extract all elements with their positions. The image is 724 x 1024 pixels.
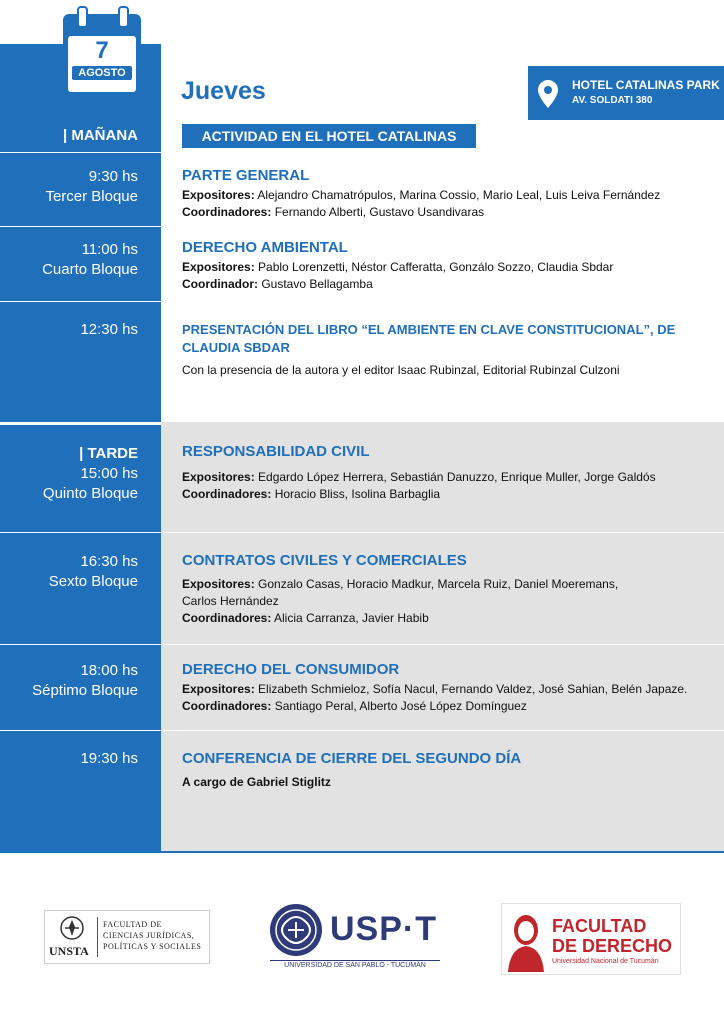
time-text: 16:30 hs: [80, 553, 138, 570]
speakers-line: Expositores: Alejandro Chamatrópulos, Marina Cossio, Mario Leal, Luis Leiva Fernández: [182, 188, 661, 202]
time-text: 9:30 hs: [88, 168, 138, 185]
unsta-logo: [44, 910, 210, 964]
session-block: [182, 167, 702, 221]
usp-name: USP·T: [330, 910, 437, 948]
divider: [0, 301, 161, 302]
calendar-ring: [118, 6, 129, 28]
calendar-month: AGOSTO: [72, 66, 132, 80]
session-title: PRESENTACIÓN DEL LIBRO “EL AMBIENTE EN CLAVE CONSTITUCIONAL”, DE CLAUDIA SBDAR: [182, 322, 676, 355]
fd-title-2: DE DERECHO: [552, 936, 673, 956]
location-box: [528, 66, 724, 120]
block-label: Tercer Bloque: [45, 188, 138, 205]
time-text: 19:30 hs: [80, 750, 138, 767]
block-label: Cuarto Bloque: [42, 261, 138, 278]
unsta-short: UNSTA: [49, 944, 89, 958]
session-block: [182, 443, 702, 503]
session-block: [182, 239, 702, 293]
block-time: [32, 661, 138, 701]
calendar-ring: [77, 6, 88, 28]
fd-title-1: FACULTAD: [552, 916, 647, 936]
time-text: 12:30 hs: [80, 321, 138, 338]
block-label: Quinto Bloque: [42, 485, 138, 502]
block-label: Sexto Bloque: [48, 573, 138, 590]
time-text: 18:00 hs: [80, 662, 138, 679]
location-address: AV. SOLDATI 380: [572, 95, 653, 106]
divider: [0, 644, 724, 645]
divider: [0, 152, 161, 153]
speakers-line: Expositores: Elizabeth Schmieloz, Sofía Nacul, Fernando Valdez, José Sahian, Belén Japaze.: [182, 682, 688, 696]
session-title: PARTE GENERAL: [182, 167, 310, 184]
footer-divider: [0, 851, 724, 853]
block-time: [80, 749, 138, 769]
speakers-line: Expositores: Gonzalo Casas, Horacio Madkur, Marcela Ruiz, Daniel Moeremans, Carlos Hernández: [182, 577, 619, 608]
session-text: Con la presencia de la autora y el editor Isaac Rubinzal, Editorial Rubinzal Culzoni: [182, 363, 620, 377]
time-text: 11:00 hs: [81, 241, 138, 258]
usp-subtitle: UNIVERSIDAD DE SAN PABLO - TUCUMÁN: [270, 960, 440, 969]
block-time: [49, 552, 138, 592]
unsta-divider: [97, 917, 98, 957]
fd-subtitle: Universidad Nacional de Tucumán: [552, 958, 659, 965]
session-title: CONFERENCIA DE CIERRE DEL SEGUNDO DÍA: [182, 750, 522, 767]
section-afternoon: | TARDE: [79, 445, 138, 462]
divider: [0, 422, 161, 425]
coordinators-line: Coordinadores: Alicia Carranza, Javier Habib: [182, 611, 429, 625]
block-time: [45, 167, 138, 207]
coordinators-line: Coordinadores: Santiago Peral, Alberto José López Domínguez: [182, 699, 527, 713]
calendar-face: [68, 36, 136, 92]
location-name: HOTEL CATALINAS PARK: [572, 78, 720, 92]
session-block: [182, 750, 702, 791]
calendar-day: 7: [95, 37, 109, 64]
divider: [0, 730, 724, 731]
session-title: CONTRATOS CIVILES Y COMERCIALES: [182, 552, 467, 569]
session-block: [182, 552, 622, 627]
coordinators-line: Coordinadores: Fernando Alberti, Gustavo Usandivaras: [182, 205, 485, 219]
unsta-seal-icon: [57, 915, 87, 941]
speakers-line: Expositores: Edgardo López Herrera, Sebastián Danuzzo, Enrique Muller, Jorge Galdós: [182, 470, 656, 484]
portrait-icon: [504, 906, 548, 972]
activity-banner: ACTIVIDAD EN EL HOTEL CATALINAS: [182, 124, 476, 148]
divider: [0, 532, 724, 533]
unsta-faculty-text: FACULTAD DE CIENCIAS JURÍDICAS, POLÍTICAS Y SOCIALES: [103, 920, 202, 951]
coordinators-line: Coordinador: Gustavo Bellagamba: [182, 277, 373, 291]
block-time: [80, 320, 138, 340]
session-title: DERECHO DEL CONSUMIDOR: [182, 661, 400, 678]
divider: [0, 226, 161, 227]
coordinators-line: Coordinadores: Horacio Bliss, Isolina Barbaglia: [182, 487, 441, 501]
session-title: DERECHO AMBIENTAL: [182, 239, 348, 256]
block-time: [43, 444, 138, 504]
block-label: Séptimo Bloque: [32, 682, 138, 699]
session-title: RESPONSABILIDAD CIVIL: [182, 443, 370, 460]
section-morning: | MAÑANA: [62, 127, 138, 144]
location-pin-icon: [538, 80, 558, 108]
facultad-derecho-logo: [501, 903, 681, 975]
session-text: A cargo de Gabriel Stiglitz: [182, 775, 331, 789]
speakers-line: Expositores: Pablo Lorenzetti, Néstor Cafferatta, Gonzálo Sozzo, Claudia Sbdar: [182, 260, 614, 274]
usp-logo: [268, 902, 444, 970]
block-time: [42, 240, 138, 280]
session-block: [182, 661, 702, 715]
day-title: Jueves: [181, 77, 266, 105]
calendar-icon: [63, 14, 141, 98]
usp-seal-icon: [268, 902, 324, 958]
time-text: 15:00 hs: [80, 465, 138, 482]
session-block: [182, 321, 702, 379]
